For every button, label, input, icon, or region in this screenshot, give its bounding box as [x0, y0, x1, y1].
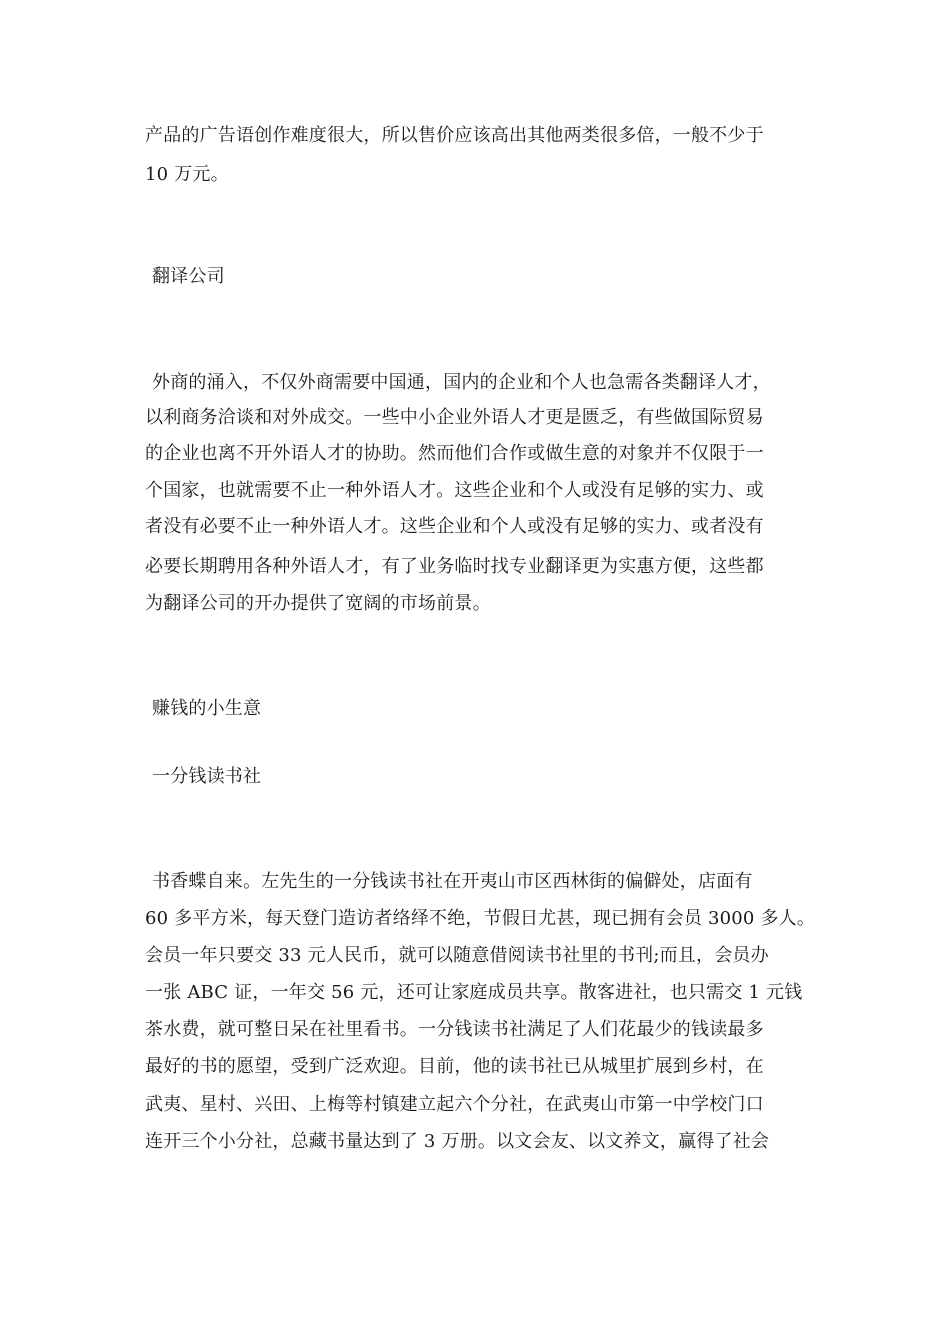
paragraph-line: 连开三个小分社，总藏书量达到了 3 万册。以文会友、以文养文，赢得了社会 — [145, 1131, 770, 1152]
paragraph-line: 10 万元。 — [145, 164, 229, 185]
paragraph-line: 的企业也离不开外语人才的协助。然而他们合作或做生意的对象并不仅限于一 — [145, 443, 764, 464]
section-heading-small-business: 赚钱的小生意 — [152, 698, 262, 719]
paragraph-line: 个国家，也就需要不止一种外语人才。这些企业和个人或没有足够的实力、或 — [145, 480, 764, 501]
paragraph-line: 产品的广告语创作难度很大，所以售价应该高出其他两类很多倍，一般不少于 — [145, 125, 764, 146]
paragraph-line: 以利商务洽谈和对外成交。一些中小企业外语人才更是匮乏，有些做国际贸易 — [145, 407, 764, 428]
paragraph-line: 一张 ABC 证，一年交 56 元，还可让家庭成员共享。散客进社，也只需交 1 元钱 — [145, 982, 803, 1003]
paragraph-line: 茶水费，就可整日呆在社里看书。一分钱读书社满足了人们花最少的钱读最多 — [145, 1019, 764, 1040]
paragraph-line: 为翻译公司的开办提供了宽阔的市场前景。 — [145, 593, 491, 614]
paragraph-line: 武夷、星村、兴田、上梅等村镇建立起六个分社，在武夷山市第一中学校门口 — [145, 1094, 764, 1115]
section-heading-translation-company: 翻译公司 — [152, 266, 225, 287]
paragraph-line: 书香蝶自来。左先生的一分钱读书社在开夷山市区西林街的偏僻处，店面有 — [152, 871, 753, 892]
paragraph-line: 者没有必要不止一种外语人才。这些企业和个人或没有足够的实力、或者没有 — [145, 516, 764, 537]
paragraph-line: 会员一年只要交 33 元人民币，就可以随意借阅读书社里的书刊;而且，会员办 — [145, 945, 769, 966]
section-heading-penny-reading-club: 一分钱读书社 — [152, 766, 262, 787]
paragraph-line: 外商的涌入，不仅外商需要中国通，国内的企业和个人也急需各类翻译人才， — [152, 372, 771, 393]
paragraph-line: 最好的书的愿望，受到广泛欢迎。目前，他的读书社已从城里扩展到乡村，在 — [145, 1056, 764, 1077]
paragraph-line: 60 多平方米，每天登门造访者络绎不绝，节假日尤甚，现已拥有会员 3000 多人。 — [145, 908, 816, 929]
paragraph-line: 必要长期聘用各种外语人才，有了业务临时找专业翻译更为实惠方便，这些都 — [145, 556, 764, 577]
